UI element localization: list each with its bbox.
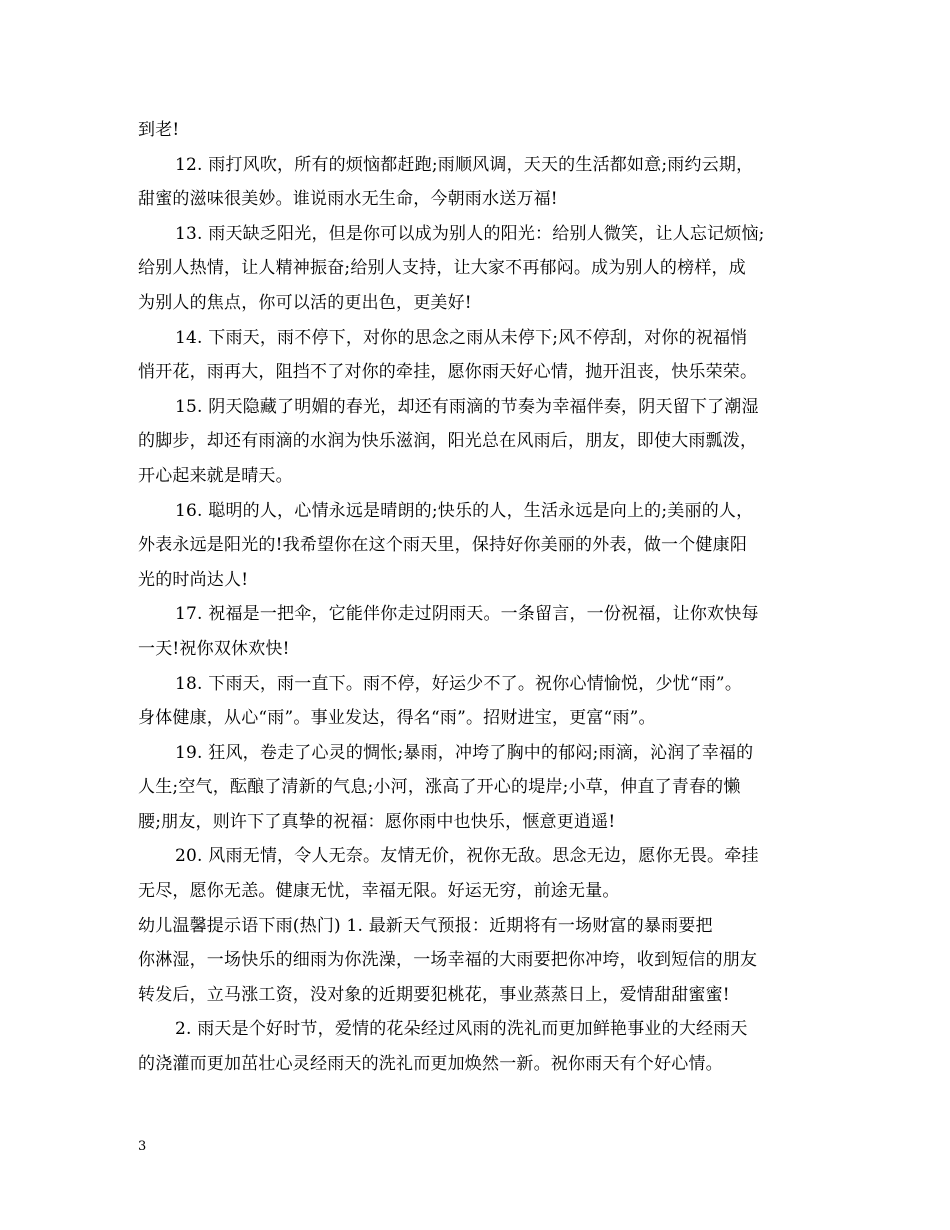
document-body: [138, 113, 814, 1082]
page-number: 3: [138, 1139, 147, 1154]
text-line: 一天!祝你双休欢快!: [138, 638, 290, 659]
text-line: 的浇灌而更加茁壮心灵经雨天的洗礼而更加焕然一新。祝你雨天有个好心情。: [138, 1054, 723, 1075]
text-line: 转发后，立马涨工资，没对象的近期要犯桃花，事业蒸蒸日上，爱情甜甜蜜蜜!: [138, 984, 730, 1005]
text-line: 到老!: [138, 120, 180, 140]
text-line: 16. 聪明的人，心情永远是晴朗的;快乐的人，生活永远是向上的;美丽的人，: [175, 500, 754, 521]
text-line: 光的时尚达人!: [138, 569, 249, 590]
text-line: 的脚步，却还有雨滴的水润为快乐滋润，阳光总在风雨后，朋友，即使大雨瓢泼，: [138, 431, 758, 452]
text-line: 19. 狂风，卷走了心灵的惆怅;暴雨，冲垮了胸中的郁闷;雨滴，沁润了幸福的: [175, 742, 754, 763]
text-line: 给别人热情，让人精神振奋;给别人支持，让大家不再郁闷。成为别人的榜样，成: [138, 258, 746, 279]
text-line: 外表永远是阳光的!我希望你在这个雨天里，保持好你美丽的外表，做一个健康阳: [138, 535, 748, 556]
text-line: 15. 阴天隐藏了明媚的春光，却还有雨滴的节奏为幸福伴奏，阴天留下了潮湿: [175, 396, 759, 417]
text-line: 身体健康，从心“雨”。事业发达，得名“雨”。招财进宝，更富“雨”。: [138, 708, 656, 729]
text-line: 幼儿温馨提示语下雨(热门) 1. 最新天气预报：近期将有一场财富的暴雨要把: [138, 915, 713, 936]
text-line: 14. 下雨天，雨不停下，对你的思念之雨从未停下;风不停刮，对你的祝福悄: [175, 327, 748, 348]
text-line: 17. 祝福是一把伞，它能伴你走过阴雨天。一条留言，一份祝福，让你欢快每: [175, 604, 759, 625]
text-line: 20. 风雨无情，令人无奈。友情无价，祝你无敌。思念无边，愿你无畏。牵挂: [175, 846, 759, 867]
text-line: 13. 雨天缺乏阳光，但是你可以成为别人的阳光：给别人微笑，让人忘记烦恼;: [175, 223, 765, 244]
text-line: 腰;朋友，则许下了真挚的祝福：愿你雨中也快乐，惬意更逍遥!: [138, 811, 616, 832]
text-line: 甜蜜的滋味很美妙。谁说雨水无生命，今朝雨水送万福!: [138, 189, 558, 210]
text-line: 为别人的焦点，你可以活的更出色，更美好!: [138, 292, 472, 313]
text-line: 无尽，愿你无恙。健康无忧，幸福无限。好运无穷，前途无量。: [138, 881, 620, 902]
text-line: 悄开花，雨再大，阻挡不了对你的牵挂，愿你雨天好心情，抛开沮丧，快乐荣荣。: [138, 362, 758, 383]
text-line: 你淋湿，一场快乐的细雨为你洗澡，一场幸福的大雨要把你冲垮，收到短信的朋友: [138, 950, 758, 971]
text-line: 开心起来就是晴天。: [138, 465, 293, 486]
text-line: 人生;空气，酝酿了清新的气息;小河，涨高了开心的堤岸;小草，伸直了青春的懒: [138, 777, 741, 798]
text-line: 12. 雨打风吹，所有的烦恼都赶跑;雨顺风调，天天的生活都如意;雨约云期，: [175, 154, 754, 175]
text-line: 18. 下雨天，雨一直下。雨不停，好运少不了。祝你心情愉悦，少忧“雨”。: [175, 673, 743, 694]
text-line: 2. 雨天是个好时节，爱情的花朵经过风雨的洗礼而更加鲜艳事业的大经雨天: [175, 1019, 748, 1040]
